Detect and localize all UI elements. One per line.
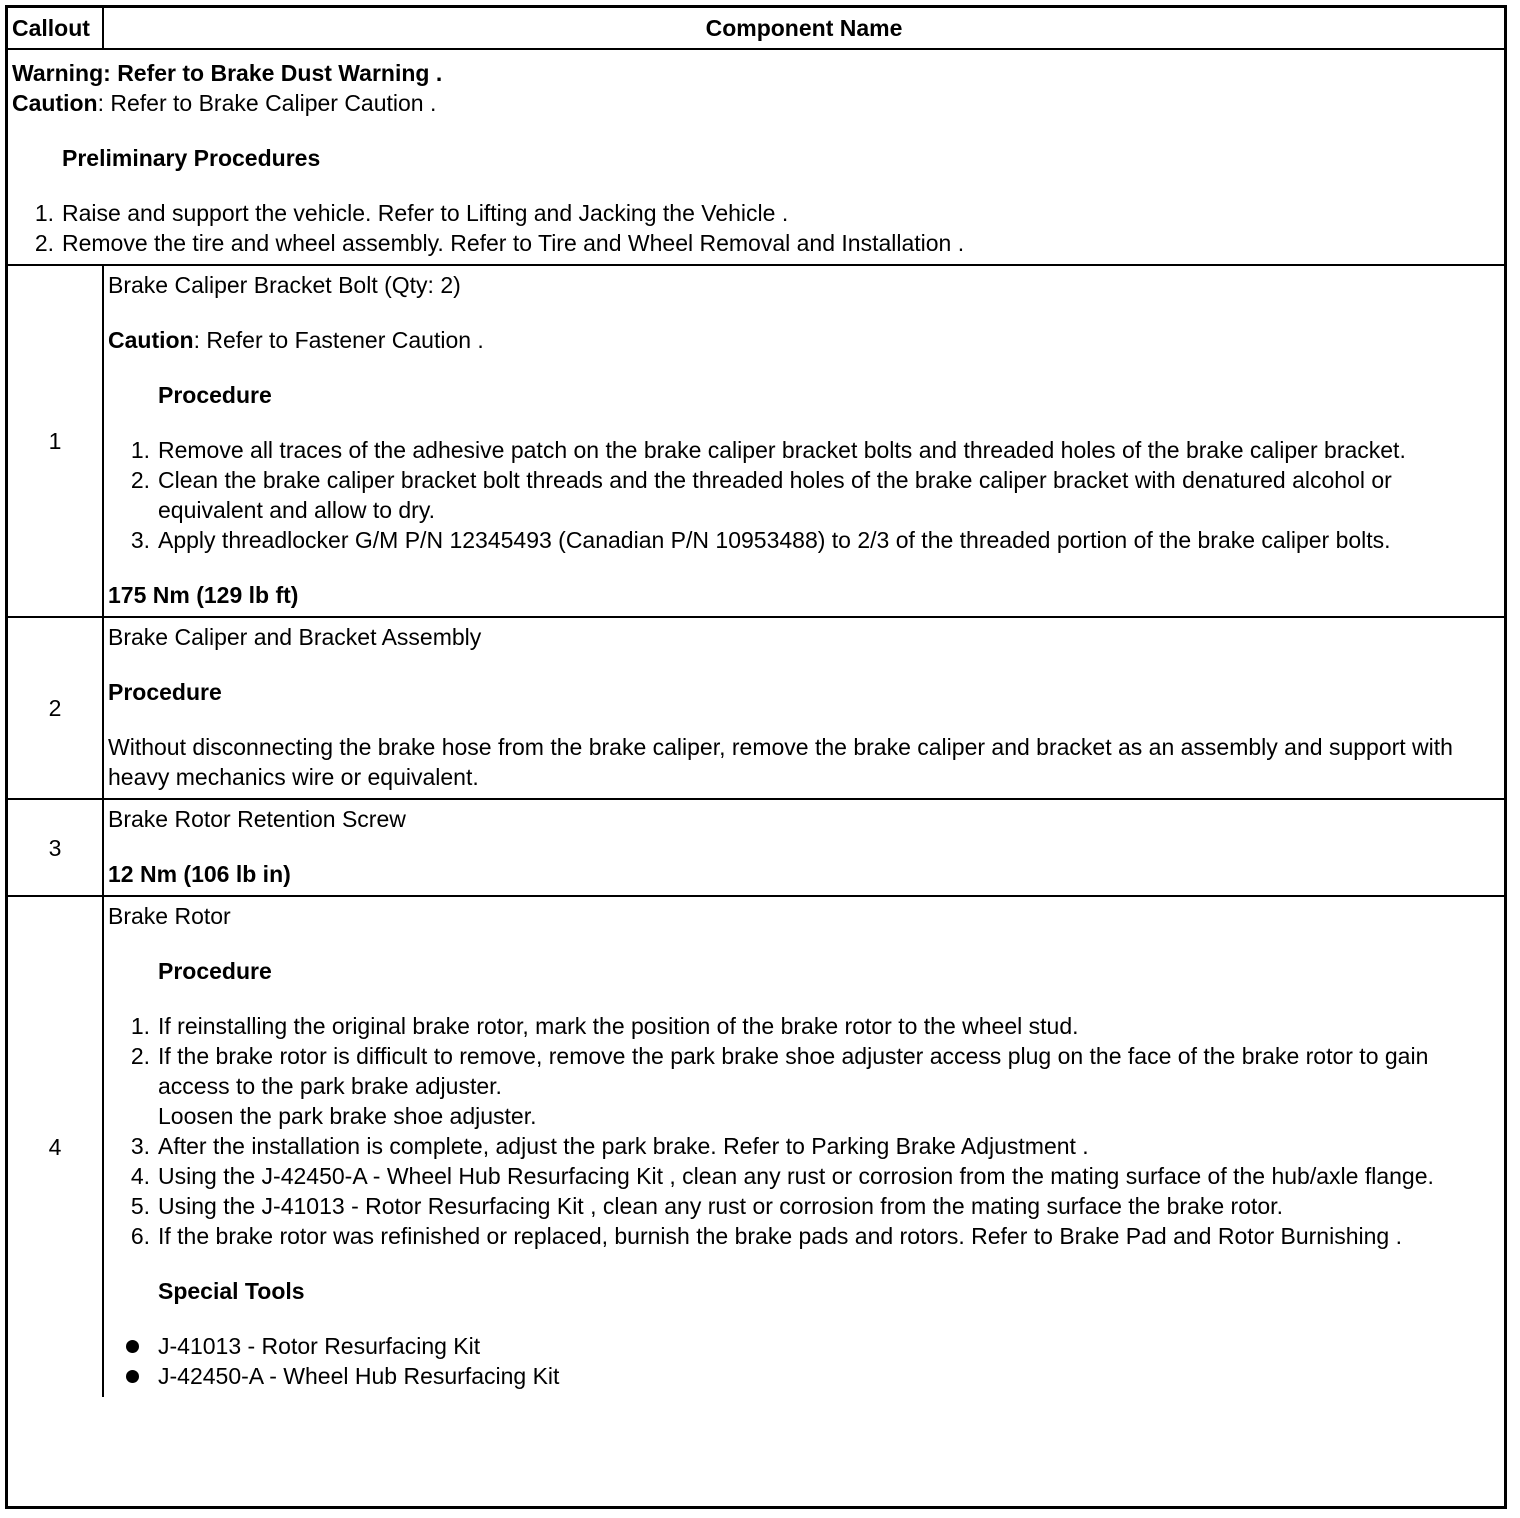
list-item: J-42450-A - Wheel Hub Resurfacing Kit (108, 1361, 1498, 1391)
procedure-heading: Procedure (158, 958, 272, 984)
procedure-heading: Procedure (158, 382, 272, 408)
procedure-heading: Procedure (108, 679, 222, 705)
list-item: 2. Clean the brake caliper bracket bolt threads and the threaded holes of the brake caliper bracket with denatured alcohol or equivalent and allow to dry. (130, 467, 1392, 523)
component-cell (103, 265, 1504, 617)
list-item: 1. If reinstalling the original brake rotor, mark the position of the brake rotor to the wheel stud. (130, 1013, 1079, 1039)
torque-spec: 12 Nm (106 lb in) (108, 861, 291, 887)
procedure-steps (108, 435, 1498, 555)
list-item: 1. Raise and support the vehicle. Refer to Lifting and Jacking the Vehicle . (34, 200, 789, 226)
warning-text: : Refer to Brake Dust Warning . (103, 60, 443, 86)
list-item: 4. Using the J-42450-A - Wheel Hub Resurfacing Kit , clean any rust or corrosion from the mating surface of the hub/axle flange. (130, 1163, 1434, 1189)
warning-line (12, 58, 1498, 88)
component-name: Brake Caliper and Bracket Assembly (108, 624, 482, 650)
bullet-icon (126, 1340, 139, 1353)
procedure-steps (108, 1011, 1498, 1251)
component-name: Brake Rotor (108, 903, 231, 929)
list-item: 6. If the brake rotor was refinished or replaced, burnish the brake pads and rotors. Refer to Brake Pad and Rotor Burnishing . (130, 1223, 1402, 1249)
special-tools-list (108, 1331, 1498, 1391)
caution-text: : Refer to Brake Caliper Caution . (97, 90, 437, 116)
component-name: Brake Caliper Bracket Bolt (Qty: 2) (108, 272, 461, 298)
caution-line: Caution: Refer to Fastener Caution . (108, 327, 484, 353)
list-item: 3. After the installation is complete, adjust the park brake. Refer to Parking Brake Adjustment . (130, 1133, 1089, 1159)
bullet-icon (126, 1370, 139, 1383)
component-name: Brake Rotor Retention Screw (108, 806, 406, 832)
component-cell (103, 617, 1504, 799)
procedure-document (5, 5, 1507, 1509)
warning-label: Warning (12, 60, 104, 86)
callout-number: 2 (8, 617, 103, 799)
callout-column-header: Callout (8, 8, 103, 49)
preliminary-heading: Preliminary Procedures (62, 145, 321, 171)
procedure-text: Without disconnecting the brake hose from the brake caliper, remove the brake caliper and bracket as an assembly and support with heavy mechanics wire or equivalent. (108, 734, 1453, 790)
torque-spec: 175 Nm (129 lb ft) (108, 582, 299, 608)
list-item: 2. If the brake rotor is difficult to remove, remove the park brake shoe adjuster access plug on the face of the brake rotor to gain access to the park brake adjuster. Loosen the park brake shoe adjuster. (130, 1043, 1429, 1129)
list-item: 3. Apply threadlocker G/M P/N 12345493 (Canadian P/N 10953488) to 2/3 of the threaded portion of the brake caliper bolts. (130, 527, 1391, 553)
component-name-column-header: Component Name (103, 8, 1504, 49)
component-table (8, 8, 1504, 1397)
callout-number: 4 (8, 896, 103, 1397)
preliminary-steps (12, 198, 1498, 258)
table-row (8, 799, 1504, 896)
preliminary-row (8, 49, 1504, 265)
caution-label: Caution (12, 90, 98, 116)
callout-number: 1 (8, 265, 103, 617)
list-item: 5. Using the J-41013 - Rotor Resurfacing Kit , clean any rust or corrosion from the mating surface the brake rotor. (130, 1193, 1283, 1219)
caution-line (12, 88, 1498, 118)
callout-number: 3 (8, 799, 103, 896)
table-header-row (8, 8, 1504, 49)
list-item: 2. Remove the tire and wheel assembly. Refer to Tire and Wheel Removal and Installation . (34, 230, 965, 256)
special-tools-heading: Special Tools (158, 1278, 305, 1304)
table-row (8, 896, 1504, 1397)
table-row (8, 265, 1504, 617)
table-row (8, 617, 1504, 799)
list-item: 1. Remove all traces of the adhesive patch on the brake caliper bracket bolts and threaded holes of the brake caliper bracket. (130, 437, 1406, 463)
preliminary-cell (8, 49, 1504, 265)
component-cell (103, 896, 1504, 1397)
component-cell (103, 799, 1504, 896)
list-item: J-41013 - Rotor Resurfacing Kit (108, 1331, 1498, 1361)
